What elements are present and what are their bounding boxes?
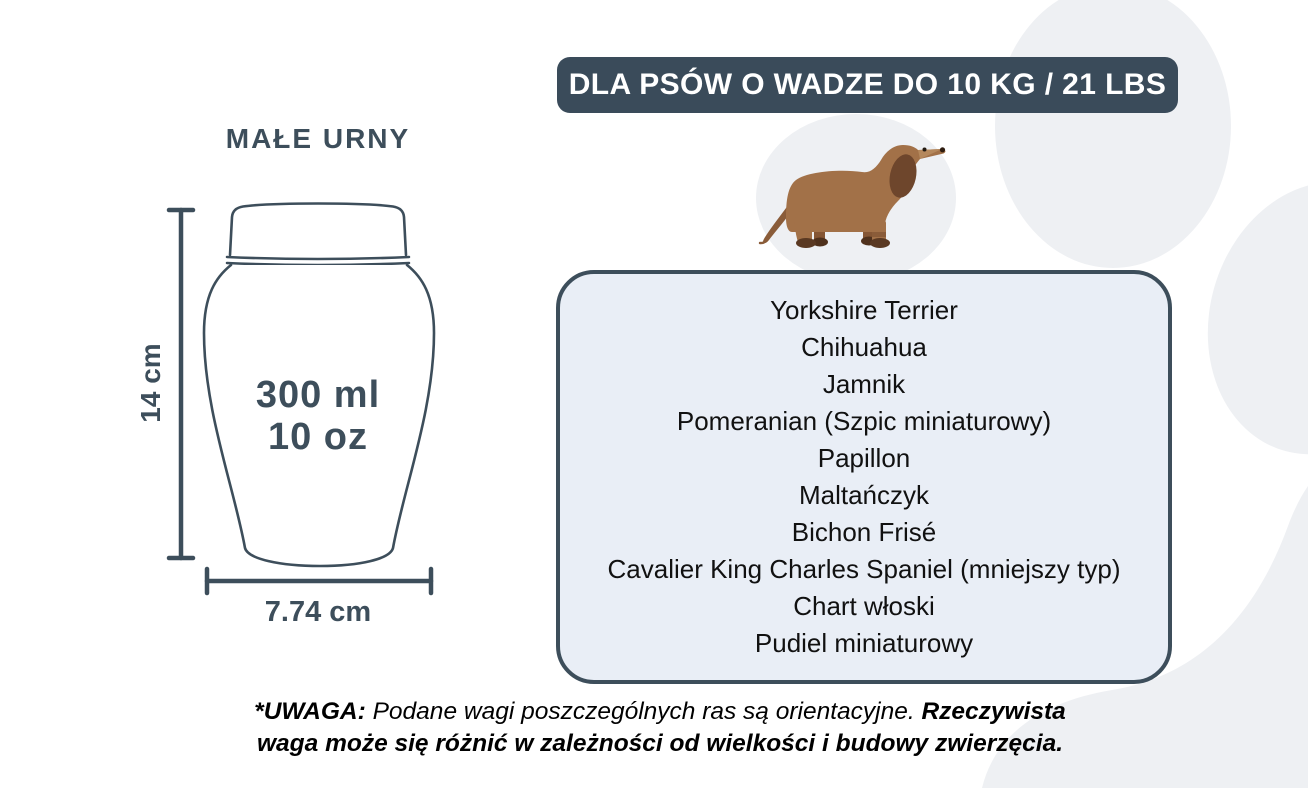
dachshund-illustration [752, 136, 952, 251]
footnote-bold-continuation: waga może się różnić w zależności od wielkości i budowy zwierzęcia. [256, 730, 1064, 757]
breed-list-item: Cavalier King Charles Spaniel (mniejszy typ) [607, 554, 1121, 584]
weight-banner [557, 57, 1178, 113]
breed-list-item: Jamnik [822, 369, 906, 399]
paw-toe-icon [995, 0, 1231, 268]
urn-panel-title: MAŁE URNY [225, 123, 411, 154]
urn-lid-outline [230, 204, 406, 256]
footnote-regular-text: Podane wagi poszczególnych ras są orientacyjne. [372, 698, 915, 725]
footnote-bold-start: Rzeczywista [921, 698, 1066, 725]
footnote-line-1 [180, 696, 1140, 728]
weight-banner-label: DLA PSÓW O WADZE DO 10 KG / 21 LBS [568, 68, 1167, 101]
footnote-line-2 [180, 728, 1140, 760]
dog-rear-paw [796, 238, 816, 248]
urn-height-label: 14 cm [135, 343, 166, 423]
breed-list-item: Pudiel miniaturowy [754, 628, 974, 658]
breed-list-box [556, 270, 1172, 684]
dog-front-paw [870, 238, 890, 248]
dog-nose [940, 147, 945, 152]
footnote [180, 696, 1140, 760]
urn-capacity [180, 374, 456, 458]
breed-list-item: Chart włoski [793, 591, 935, 621]
urn-width-label: 7.74 cm [264, 596, 372, 628]
breed-list-item: Maltańczyk [798, 480, 930, 510]
width-dimension-line [207, 569, 431, 593]
breed-list-item: Yorkshire Terrier [770, 295, 958, 325]
breed-list-item: Pomeranian (Szpic miniaturowy) [676, 406, 1052, 436]
dog-front-leg-band [872, 232, 886, 237]
breed-list [560, 292, 1168, 662]
dog-eye [923, 148, 927, 152]
footnote-label: *UWAGA: [254, 698, 366, 725]
urn-capacity-ml: 300 ml [255, 374, 381, 416]
breed-list-item: Chihuahua [801, 332, 927, 362]
urn-capacity-oz: 10 oz [267, 416, 369, 458]
dog-rear-leg [795, 210, 812, 242]
urn-lid-rim [227, 257, 409, 265]
breed-list-item: Bichon Frisé [791, 517, 937, 547]
breed-list-item: Papillon [817, 443, 911, 473]
